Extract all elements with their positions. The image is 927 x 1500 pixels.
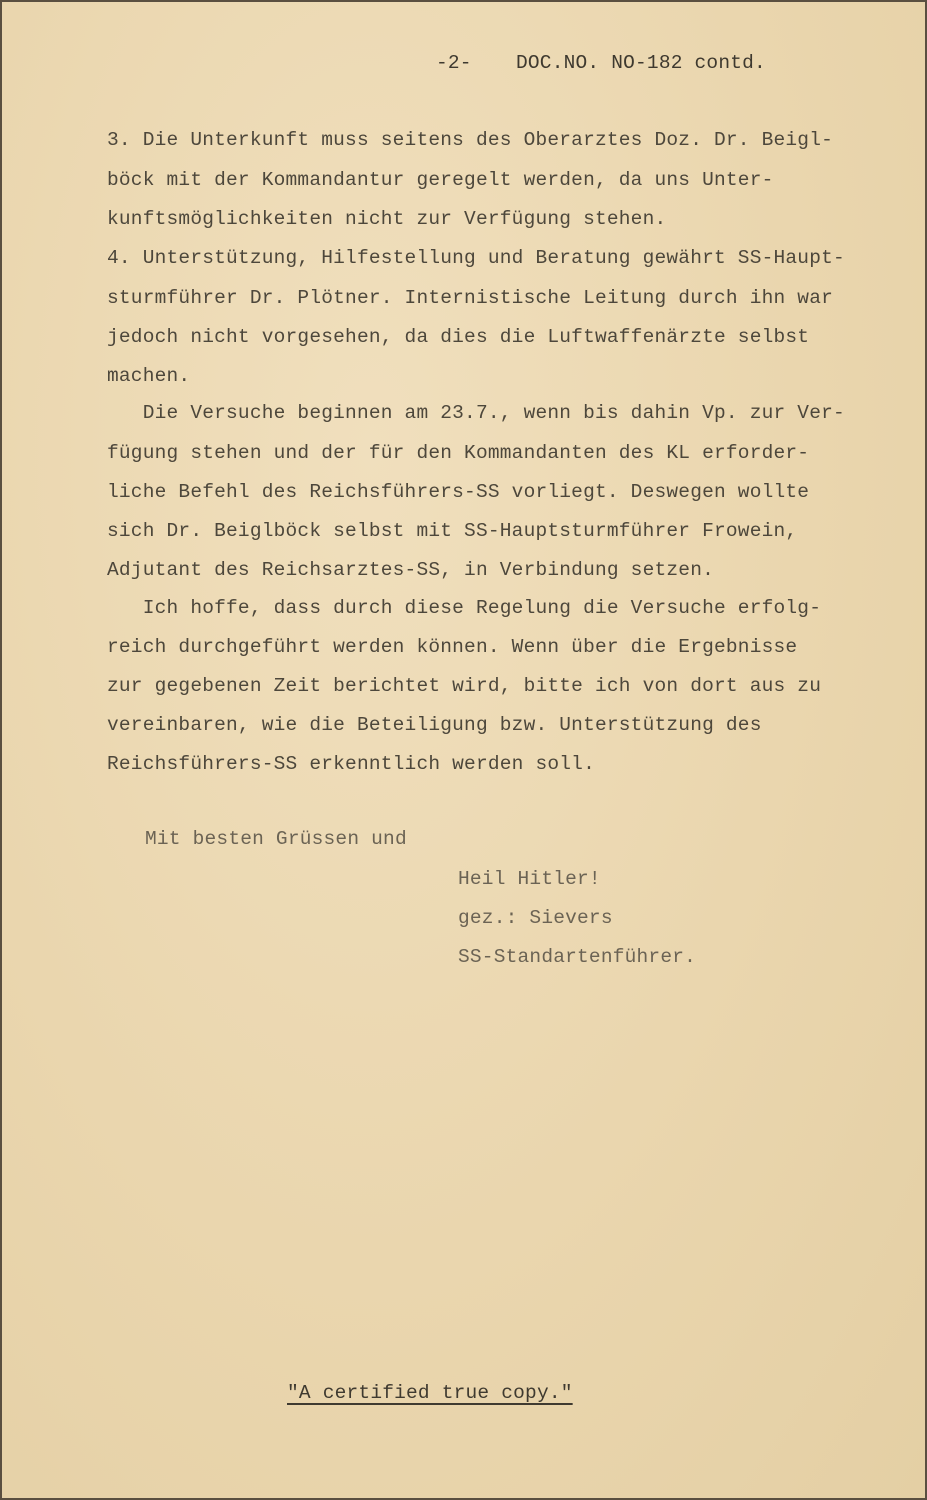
document-reference: DOC.NO. NO-182 contd. <box>516 52 766 74</box>
signatory-rank: SS-Standartenführer. <box>458 946 697 968</box>
text-line: kunftsmöglichkeiten nicht zur Verfügung stehen. <box>107 208 667 230</box>
text-line: vereinbaren, wie die Beteiligung bzw. Unterstützung des <box>107 714 762 736</box>
text-line: böck mit der Kommandantur geregelt werden, da uns Unter- <box>107 169 774 191</box>
text-line: zur gegebenen Zeit berichtet wird, bitte ich von dort aus zu <box>107 675 822 697</box>
text-line: reich durchgeführt werden können. Wenn über die Ergebnisse <box>107 636 798 658</box>
text-line: 3. Die Unterkunft muss seitens des Oberarztes Doz. Dr. Beigl- <box>107 129 834 151</box>
text-line: fügung stehen und der für den Kommandanten des KL erforder- <box>107 442 810 464</box>
text-line: machen. <box>107 365 191 387</box>
signature: gez.: Sievers <box>458 907 613 929</box>
text-line: Ich hoffe, dass durch diese Regelung die Versuche erfolg- <box>107 597 822 619</box>
text-line: sich Dr. Beiglböck selbst mit SS-Hauptsturmführer Frowein, <box>107 520 798 542</box>
document-page <box>2 2 925 1498</box>
text-line: sturmführer Dr. Plötner. Internistische Leitung durch ihn war <box>107 287 834 309</box>
closing-greeting: Mit besten Grüssen und <box>145 828 407 850</box>
text-line: jedoch nicht vorgesehen, da dies die Luftwaffenärzte selbst <box>107 326 810 348</box>
text-line: liche Befehl des Reichsführers-SS vorliegt. Deswegen wollte <box>107 481 810 503</box>
text-line: Adjutant des Reichsarztes-SS, in Verbindung setzen. <box>107 559 714 581</box>
closing-salute: Heil Hitler! <box>458 868 601 890</box>
certification-note: "A certified true copy." <box>287 1382 573 1404</box>
text-line: Reichsführers-SS erkenntlich werden soll. <box>107 753 595 775</box>
text-line: Die Versuche beginnen am 23.7., wenn bis dahin Vp. zur Ver- <box>107 402 845 424</box>
page-number: -2- <box>436 52 472 74</box>
text-line: 4. Unterstützung, Hilfestellung und Beratung gewährt SS-Haupt- <box>107 247 845 269</box>
